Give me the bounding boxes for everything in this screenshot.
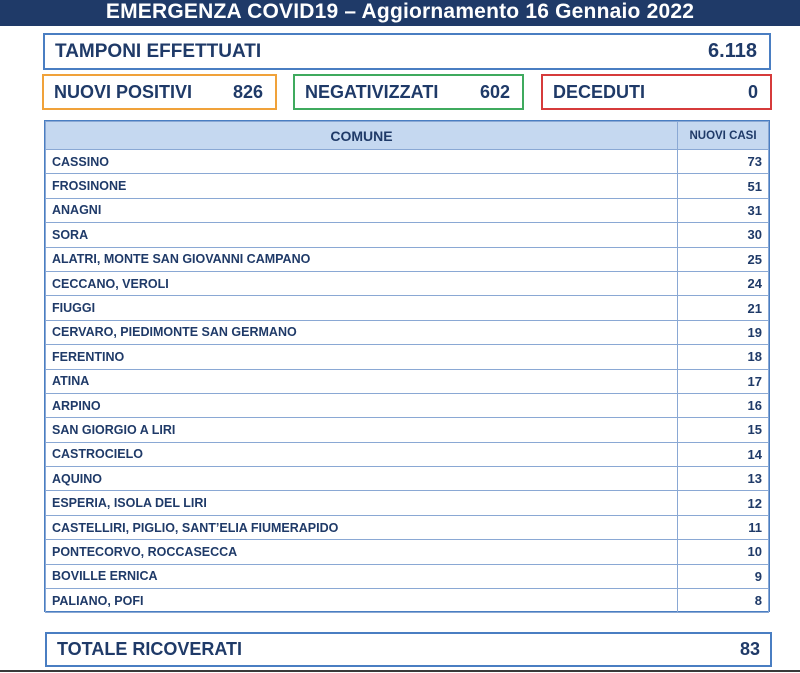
nuovi-casi-cell: 31 [678, 198, 769, 222]
comune-cell: CASTELLIRI, PIGLIO, SANT’ELIA FIUMERAPIDO [46, 515, 678, 539]
totale-ricoverati-value: 83 [739, 639, 760, 659]
negativizzati-value: 602 [479, 81, 510, 102]
table-row [46, 540, 769, 564]
table-row [46, 198, 769, 222]
table-row [46, 345, 769, 369]
comune-cell: AQUINO [46, 467, 678, 491]
comune-cell: ALATRI, MONTE SAN GIOVANNI CAMPANO [46, 247, 678, 271]
deceduti-box [541, 74, 772, 110]
table-row [46, 247, 769, 271]
comune-cell: PALIANO, POFI [46, 589, 678, 613]
header-nuovi-casi: NUOVI CASI [678, 122, 769, 150]
table-row [46, 467, 769, 491]
table-row [46, 174, 769, 198]
table-row [46, 515, 769, 539]
negativizzati-box [293, 74, 524, 110]
nuovi-casi-cell: 9 [678, 564, 769, 588]
comune-cell: SORA [46, 223, 678, 247]
nuovi-casi-cell: 21 [678, 296, 769, 320]
comune-cell: CERVARO, PIEDIMONTE SAN GERMANO [46, 320, 678, 344]
table-row [46, 320, 769, 344]
table-row [46, 589, 769, 613]
bottom-divider [0, 670, 800, 672]
comune-cell: ATINA [46, 369, 678, 393]
table-row [46, 564, 769, 588]
nuovi-casi-cell: 8 [678, 589, 769, 613]
comune-cell: PONTECORVO, ROCCASECCA [46, 540, 678, 564]
table-row [46, 223, 769, 247]
table-row [46, 491, 769, 515]
nuovi-casi-cell: 19 [678, 320, 769, 344]
comune-cell: FERENTINO [46, 345, 678, 369]
nuovi-casi-cell: 24 [678, 271, 769, 295]
nuovi-casi-cell: 73 [678, 150, 769, 174]
table-row [46, 369, 769, 393]
comune-cell: ARPINO [46, 393, 678, 417]
nuovi-casi-cell: 25 [678, 247, 769, 271]
comune-cell: CASTROCIELO [46, 442, 678, 466]
nuovi-casi-cell: 17 [678, 369, 769, 393]
table-row [46, 418, 769, 442]
comune-cell: FROSINONE [46, 174, 678, 198]
deceduti-value: 0 [747, 81, 758, 102]
header-comune: COMUNE [46, 122, 678, 150]
nuovi-casi-cell: 10 [678, 540, 769, 564]
tamponi-label: TAMPONI EFFETTUATI [55, 40, 262, 62]
negativizzati-label: NEGATIVIZZATI [305, 81, 439, 102]
deceduti-label: DECEDUTI [553, 81, 646, 102]
comune-cell: CECCANO, VEROLI [46, 271, 678, 295]
nuovi-casi-cell: 12 [678, 491, 769, 515]
totale-ricoverati-box [45, 632, 772, 667]
tamponi-value: 6.118 [708, 40, 757, 62]
nuovi-casi-cell: 16 [678, 393, 769, 417]
table-row [46, 442, 769, 466]
nuovi-positivi-label: NUOVI POSITIVI [54, 81, 193, 102]
nuovi-casi-cell: 51 [678, 174, 769, 198]
table-row [46, 271, 769, 295]
nuovi-positivi-value: 826 [232, 81, 263, 102]
comune-cell: SAN GIORGIO A LIRI [46, 418, 678, 442]
comune-cell: FIUGGI [46, 296, 678, 320]
nuovi-casi-cell: 13 [678, 467, 769, 491]
comune-cell: BOVILLE ERNICA [46, 564, 678, 588]
nuovi-casi-cell: 11 [678, 515, 769, 539]
tamponi-box [43, 33, 771, 70]
comuni-table [44, 120, 770, 612]
comune-cell: CASSINO [46, 150, 678, 174]
nuovi-casi-cell: 18 [678, 345, 769, 369]
nuovi-positivi-box [42, 74, 277, 110]
nuovi-casi-cell: 14 [678, 442, 769, 466]
nuovi-casi-cell: 30 [678, 223, 769, 247]
table-row [46, 296, 769, 320]
table-header-row [46, 122, 769, 150]
comune-cell: ESPERIA, ISOLA DEL LIRI [46, 491, 678, 515]
report-title: EMERGENZA COVID19 – Aggiornamento 16 Gennaio 2022 [0, 0, 800, 26]
totale-ricoverati-label: TOTALE RICOVERATI [57, 639, 243, 659]
comune-cell: ANAGNI [46, 198, 678, 222]
table-row [46, 150, 769, 174]
nuovi-casi-cell: 15 [678, 418, 769, 442]
table-row [46, 393, 769, 417]
